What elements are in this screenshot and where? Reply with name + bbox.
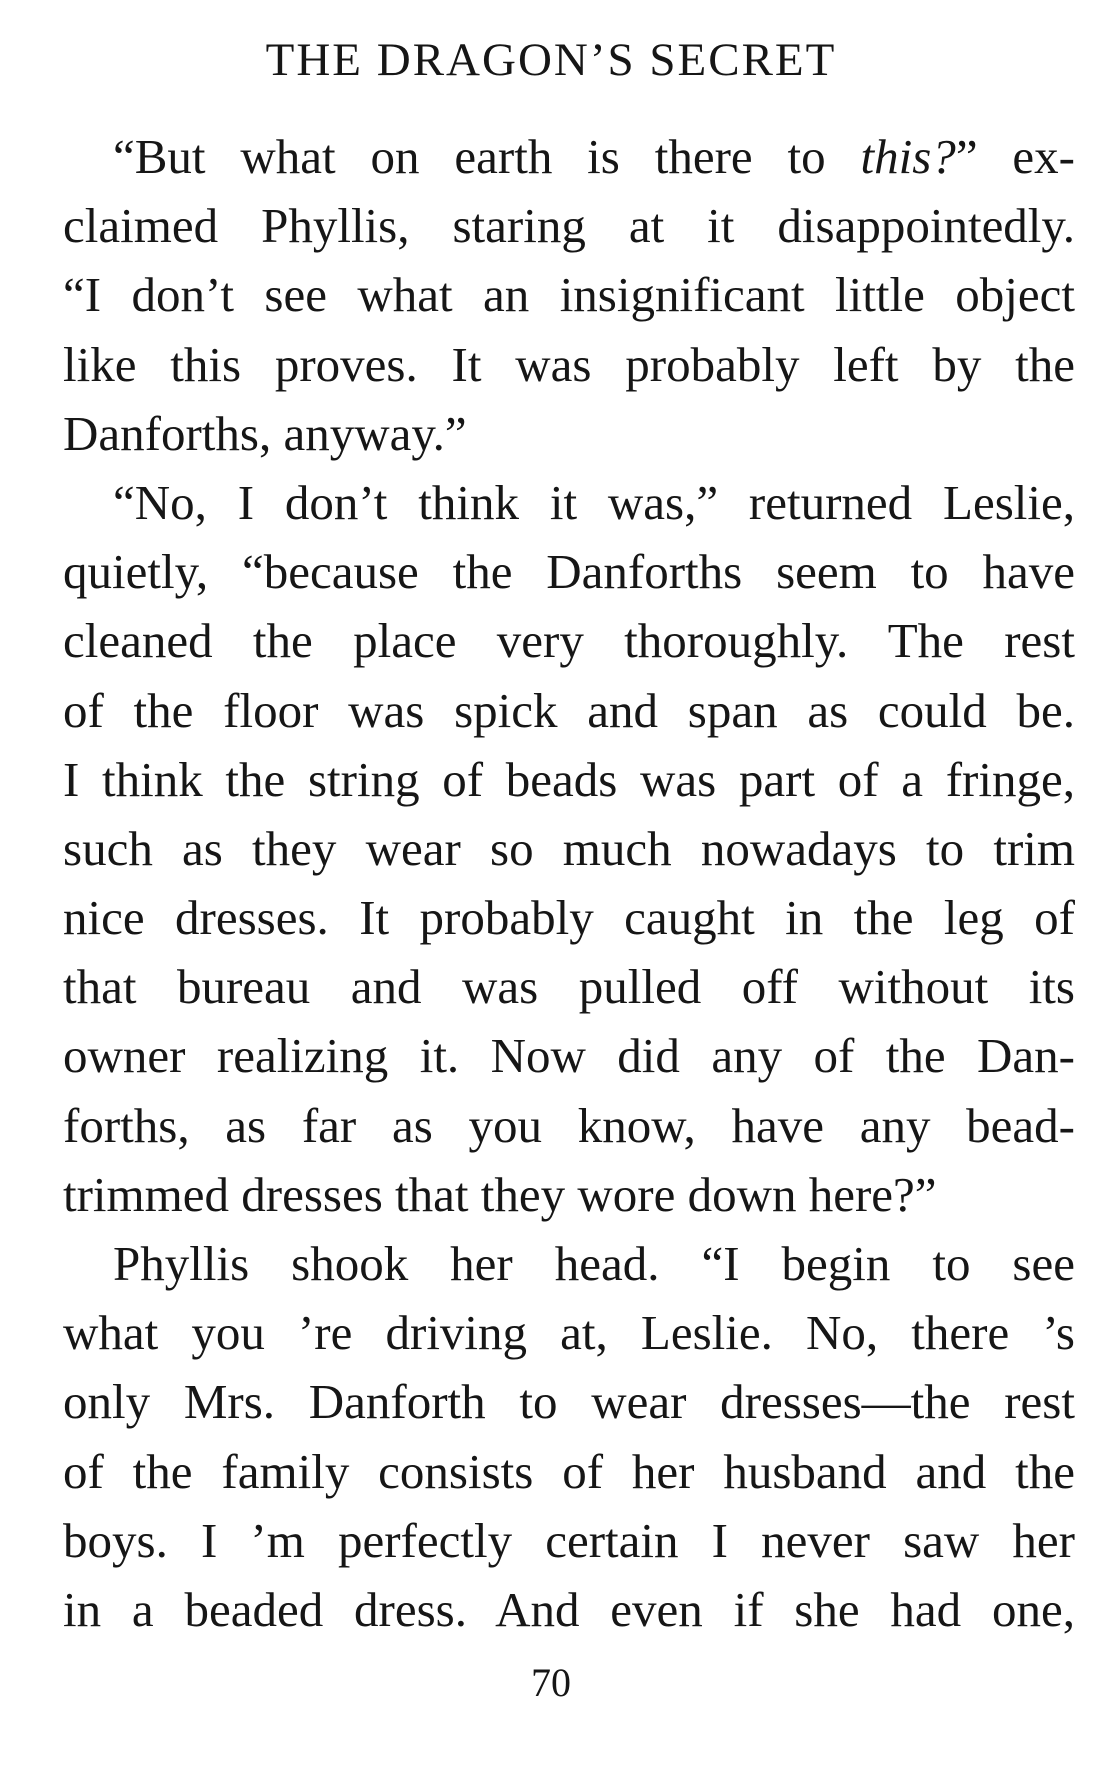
text-line: Danforths, anyway.” bbox=[63, 405, 467, 461]
page-number: 70 bbox=[531, 1660, 571, 1705]
text-line: “I don’t see what an insignificant little object bbox=[63, 267, 1075, 323]
text-line: “But what on earth is there to this?” ex- bbox=[113, 129, 1075, 184]
emphasis: this? bbox=[860, 129, 956, 184]
text-line: that bureau and was pulled off without its bbox=[63, 959, 1075, 1015]
text-line: in a beaded dress. And even if she had one, bbox=[63, 1581, 1075, 1637]
text-line: like this proves. It was probably left by the bbox=[63, 336, 1075, 392]
text-line: I think the string of beads was part of a fringe, bbox=[63, 751, 1075, 807]
running-head: THE DRAGON’S SECRET bbox=[265, 34, 837, 86]
text-line: nice dresses. It probably caught in the leg of bbox=[63, 890, 1075, 946]
text-line: claimed Phyllis, staring at it disappointedly. bbox=[63, 198, 1075, 254]
text-line: what you ’re driving at, Leslie. No, there ’s bbox=[63, 1305, 1075, 1361]
paragraph bbox=[63, 122, 1075, 468]
text-line: quietly, “because the Danforths seem to have bbox=[63, 544, 1075, 600]
text-line: such as they wear so much nowadays to trim bbox=[63, 820, 1075, 876]
text-line: only Mrs. Danforth to wear dresses—the rest bbox=[63, 1374, 1075, 1430]
paragraph bbox=[63, 1229, 1075, 1644]
text-line: trimmed dresses that they wore down here?” bbox=[63, 1166, 937, 1222]
paragraph bbox=[63, 468, 1075, 1229]
text-line: boys. I ’m perfectly certain I never saw her bbox=[63, 1512, 1075, 1568]
text-line: “No, I don’t think it was,” returned Leslie, bbox=[113, 474, 1075, 530]
text-line: of the floor was spick and span as could be. bbox=[63, 682, 1075, 738]
text-line: of the family consists of her husband and the bbox=[63, 1443, 1075, 1499]
text-line: Phyllis shook her head. “I begin to see bbox=[113, 1236, 1075, 1291]
text-line: owner realizing it. Now did any of the Dan- bbox=[63, 1028, 1075, 1084]
body-text bbox=[63, 122, 1075, 1644]
text-line: forths, as far as you know, have any bead- bbox=[63, 1097, 1075, 1153]
text-line: cleaned the place very thoroughly. The rest bbox=[63, 613, 1075, 669]
